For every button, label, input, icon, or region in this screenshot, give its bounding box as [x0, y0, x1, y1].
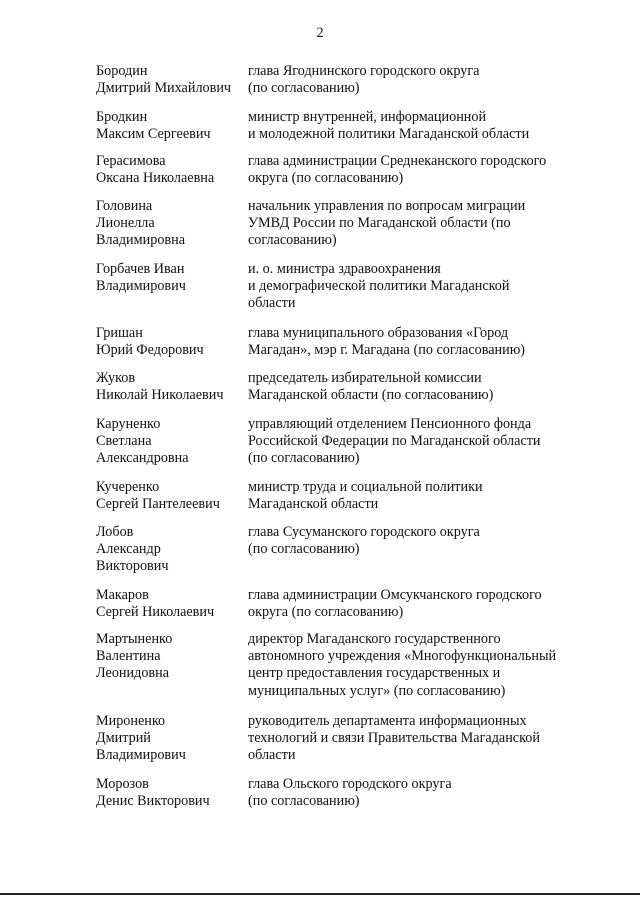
member-role: министр внутренней, информационной и молодежной политики Магаданской области: [248, 109, 530, 143]
member-name: Герасимова Оксана Николаевна: [96, 153, 215, 187]
member-role: глава Сусуманского городского округа (по согласованию): [248, 524, 480, 558]
page-number: 2: [316, 25, 324, 41]
list-item: [96, 63, 576, 109]
member-name: Бородин Дмитрий Михайлович: [96, 63, 232, 97]
member-name: Кучеренко Сергей Пантелеевич: [96, 479, 220, 513]
member-name: Головина Лионелла Владимировна: [96, 198, 185, 249]
member-name: Макаров Сергей Николаевич: [96, 587, 215, 621]
list-item: [96, 776, 576, 816]
member-list: [96, 63, 576, 816]
list-item: [96, 631, 576, 713]
member-name: Мартыненко Валентина Леонидовна: [96, 631, 173, 682]
list-item: [96, 198, 576, 261]
list-item: [96, 713, 576, 776]
list-item: [96, 479, 576, 524]
member-name: Лобов Александр Викторович: [96, 524, 169, 575]
member-role: и. о. министра здравоохранения и демографической политики Магаданской области: [248, 261, 510, 312]
list-item: [96, 109, 576, 153]
member-role: глава администрации Среднеканского городского округа (по согласованию): [248, 153, 547, 187]
member-name: Горбачев Иван Владимирович: [96, 261, 186, 295]
list-item: [96, 587, 576, 631]
list-item: [96, 153, 576, 198]
member-role: директор Магаданского государственного автономного учреждения «Многофункциональный центр предоставления государственных и муниципальных услуг» (по согласованию): [248, 631, 557, 699]
member-name: Мироненко Дмитрий Владимирович: [96, 713, 186, 764]
member-role: начальник управления по вопросам миграции УМВД России по Магаданской области (по согласованию): [248, 198, 526, 249]
member-name: Каруненко Светлана Александровна: [96, 416, 189, 467]
list-item: [96, 416, 576, 479]
list-item: [96, 261, 576, 325]
list-item: [96, 370, 576, 416]
member-role: министр труда и социальной политики Магаданской области: [248, 479, 483, 513]
member-role: управляющий отделением Пенсионного фонда Российской Федерации по Магаданской области (по согласованию): [248, 416, 541, 467]
member-role: глава администрации Омсукчанского городского округа (по согласованию): [248, 587, 542, 621]
member-name: Бродкин Максим Сергеевич: [96, 109, 211, 143]
member-name: Жуков Николай Николаевич: [96, 370, 224, 404]
member-name: Гришан Юрий Федорович: [96, 325, 204, 359]
member-role: председатель избирательной комиссии Магаданской области (по согласованию): [248, 370, 494, 404]
bottom-rule: [0, 893, 640, 895]
member-role: руководитель департамента информационных технологий и связи Правительства Магаданской области: [248, 713, 540, 764]
member-role: глава муниципального образования «Город Магадан», мэр г. Магадана (по согласованию): [248, 325, 526, 359]
member-role: глава Ольского городского округа (по согласованию): [248, 776, 452, 810]
list-item: [96, 524, 576, 587]
member-role: глава Ягоднинского городского округа (по согласованию): [248, 63, 480, 97]
member-name: Морозов Денис Викторович: [96, 776, 210, 810]
list-item: [96, 325, 576, 370]
